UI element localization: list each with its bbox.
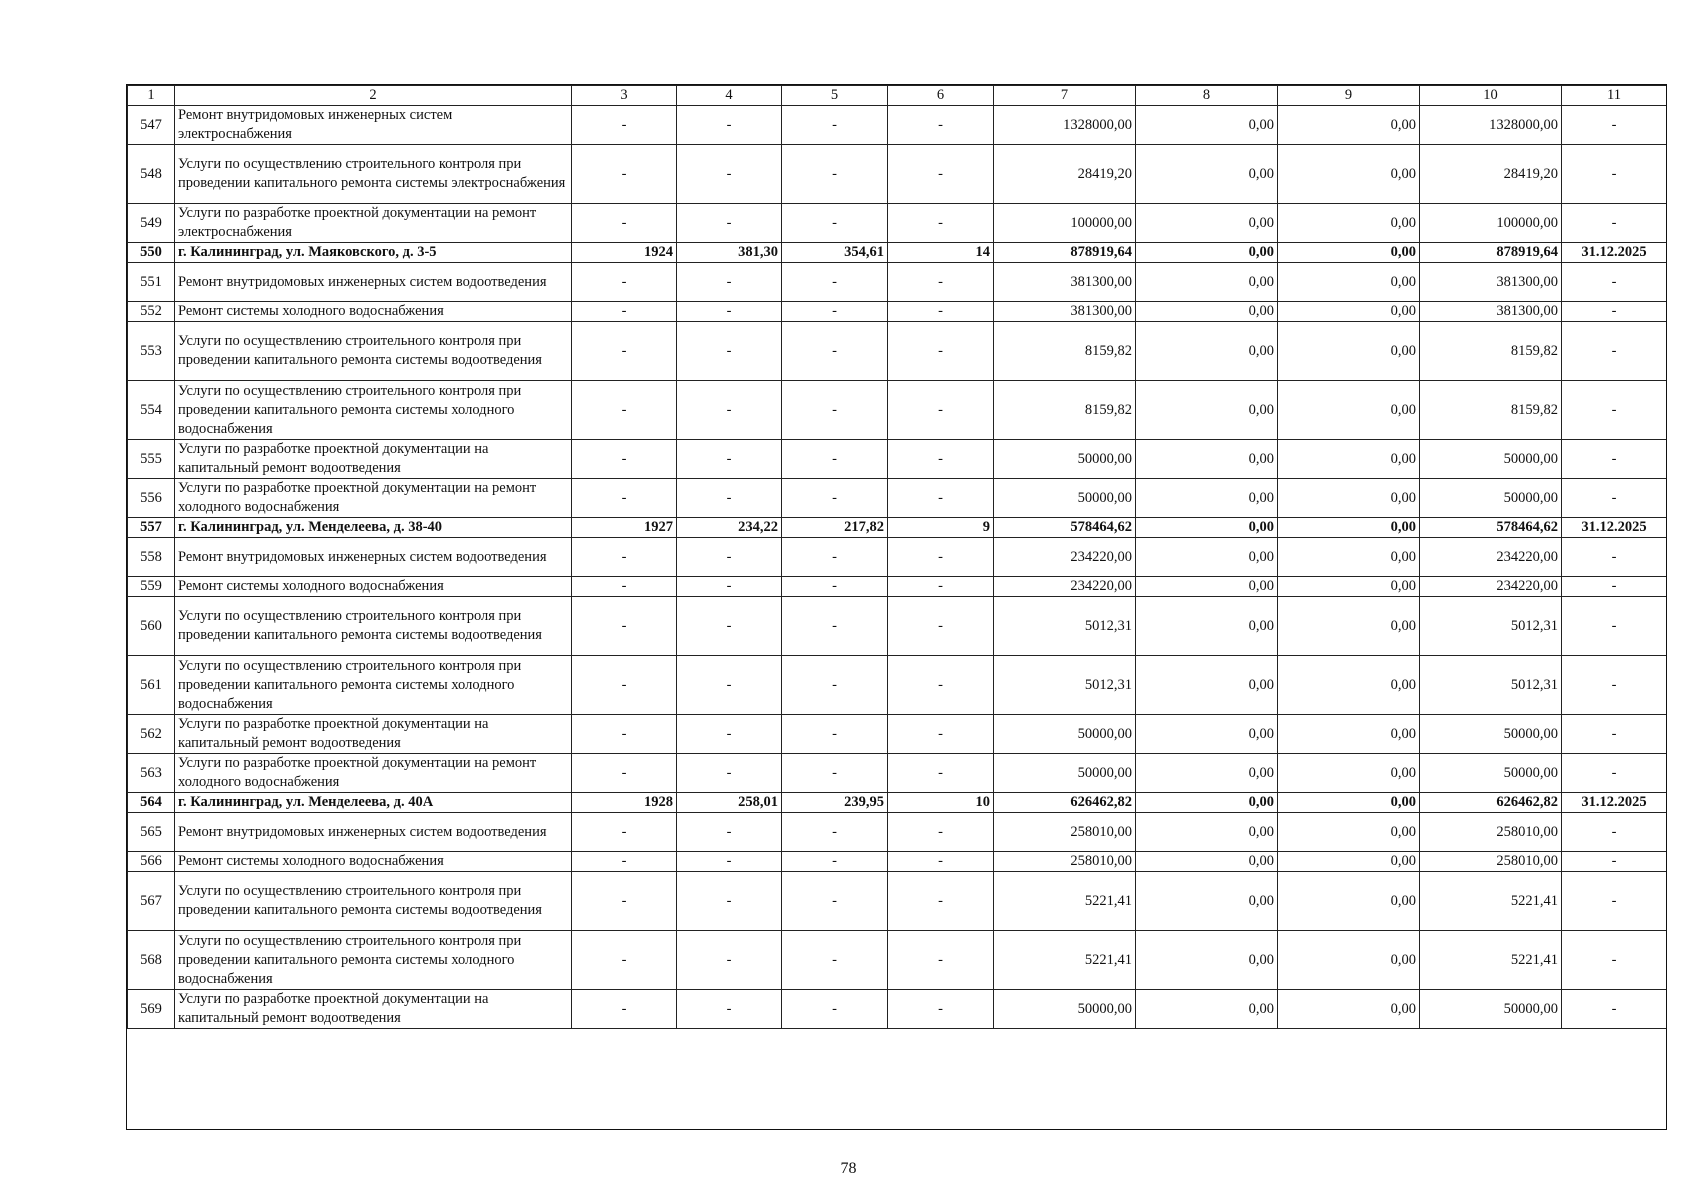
table-row <box>128 302 1667 322</box>
federal-funds-cell: 0,00 <box>1136 754 1278 793</box>
table-row <box>128 715 1667 754</box>
living-area-cell: - <box>782 754 888 793</box>
table-row <box>128 106 1667 145</box>
deadline-cell: - <box>1562 204 1667 243</box>
owner-funds-cell: 50000,00 <box>1420 990 1562 1029</box>
year-cell: 1924 <box>572 243 677 263</box>
year-cell: - <box>572 263 677 302</box>
federal-funds-cell: 0,00 <box>1136 538 1278 577</box>
year-cell: - <box>572 931 677 990</box>
owner-funds-cell: 8159,82 <box>1420 381 1562 440</box>
work-name-cell: Услуги по осуществлению строительного контроля при проведении капитального ремонта системы холодного водоснабжения <box>175 931 572 990</box>
deadline-cell: - <box>1562 990 1667 1029</box>
deadline-cell: - <box>1562 538 1667 577</box>
living-area-cell: - <box>782 872 888 931</box>
regional-funds-cell: 0,00 <box>1278 381 1420 440</box>
owner-funds-cell: 50000,00 <box>1420 715 1562 754</box>
year-cell: - <box>572 479 677 518</box>
regional-funds-cell: 0,00 <box>1278 145 1420 204</box>
area-cell: - <box>677 656 782 715</box>
owner-funds-cell: 381300,00 <box>1420 263 1562 302</box>
work-name-cell: Ремонт внутридомовых инженерных систем водоотведения <box>175 263 572 302</box>
year-cell: - <box>572 322 677 381</box>
owner-funds-cell: 100000,00 <box>1420 204 1562 243</box>
area-cell: - <box>677 872 782 931</box>
deadline-cell: - <box>1562 381 1667 440</box>
row-number-cell: 561 <box>128 656 175 715</box>
residents-cell: - <box>888 479 994 518</box>
owner-funds-cell: 5221,41 <box>1420 931 1562 990</box>
area-cell: 258,01 <box>677 793 782 813</box>
work-name-cell: Услуги по осуществлению строительного контроля при проведении капитального ремонта системы водоотведения <box>175 597 572 656</box>
column-number-row <box>128 86 1667 106</box>
federal-funds-cell: 0,00 <box>1136 518 1278 538</box>
table-row <box>128 931 1667 990</box>
living-area-cell: - <box>782 145 888 204</box>
table-row <box>128 381 1667 440</box>
column-header: 11 <box>1562 86 1667 106</box>
regional-funds-cell: 0,00 <box>1278 204 1420 243</box>
area-cell: - <box>677 263 782 302</box>
residents-cell: - <box>888 204 994 243</box>
deadline-cell: - <box>1562 813 1667 852</box>
regional-funds-cell: 0,00 <box>1278 597 1420 656</box>
regional-funds-cell: 0,00 <box>1278 263 1420 302</box>
row-number-cell: 562 <box>128 715 175 754</box>
table-row <box>128 204 1667 243</box>
total-cost-cell: 258010,00 <box>994 852 1136 872</box>
owner-funds-cell: 50000,00 <box>1420 479 1562 518</box>
work-name-cell: г. Калининград, ул. Менделеева, д. 40А <box>175 793 572 813</box>
total-cost-cell: 5012,31 <box>994 656 1136 715</box>
total-cost-cell: 8159,82 <box>994 381 1136 440</box>
area-cell: - <box>677 931 782 990</box>
living-area-cell: - <box>782 990 888 1029</box>
total-cost-cell: 1328000,00 <box>994 106 1136 145</box>
row-number-cell: 550 <box>128 243 175 263</box>
regional-funds-cell: 0,00 <box>1278 656 1420 715</box>
year-cell: - <box>572 538 677 577</box>
total-cost-cell: 50000,00 <box>994 715 1136 754</box>
year-cell: - <box>572 872 677 931</box>
work-name-cell: Ремонт системы холодного водоснабжения <box>175 302 572 322</box>
work-name-cell: Ремонт внутридомовых инженерных систем водоотведения <box>175 538 572 577</box>
deadline-cell: - <box>1562 263 1667 302</box>
regional-funds-cell: 0,00 <box>1278 754 1420 793</box>
federal-funds-cell: 0,00 <box>1136 597 1278 656</box>
work-name-cell: г. Калининград, ул. Менделеева, д. 38-40 <box>175 518 572 538</box>
residents-cell: - <box>888 715 994 754</box>
year-cell: - <box>572 204 677 243</box>
table-row <box>128 479 1667 518</box>
year-cell: - <box>572 813 677 852</box>
residents-cell: - <box>888 597 994 656</box>
regional-funds-cell: 0,00 <box>1278 872 1420 931</box>
table-row <box>128 872 1667 931</box>
owner-funds-cell: 234220,00 <box>1420 577 1562 597</box>
row-number-cell: 551 <box>128 263 175 302</box>
work-name-cell: Услуги по осуществлению строительного контроля при проведении капитального ремонта системы водоотведения <box>175 322 572 381</box>
area-cell: - <box>677 813 782 852</box>
work-name-cell: Услуги по разработке проектной документации на ремонт холодного водоснабжения <box>175 479 572 518</box>
total-cost-cell: 50000,00 <box>994 990 1136 1029</box>
federal-funds-cell: 0,00 <box>1136 263 1278 302</box>
residents-cell: - <box>888 813 994 852</box>
federal-funds-cell: 0,00 <box>1136 813 1278 852</box>
deadline-cell: - <box>1562 852 1667 872</box>
area-cell: - <box>677 106 782 145</box>
year-cell: - <box>572 754 677 793</box>
table-row <box>128 754 1667 793</box>
federal-funds-cell: 0,00 <box>1136 577 1278 597</box>
area-cell: - <box>677 754 782 793</box>
row-number-cell: 559 <box>128 577 175 597</box>
row-number-cell: 553 <box>128 322 175 381</box>
address-row <box>128 243 1667 263</box>
year-cell: - <box>572 440 677 479</box>
deadline-cell: - <box>1562 479 1667 518</box>
deadline-cell: 31.12.2025 <box>1562 243 1667 263</box>
federal-funds-cell: 0,00 <box>1136 852 1278 872</box>
residents-cell: - <box>888 872 994 931</box>
row-number-cell: 557 <box>128 518 175 538</box>
total-cost-cell: 878919,64 <box>994 243 1136 263</box>
column-header: 7 <box>994 86 1136 106</box>
work-name-cell: Услуги по разработке проектной документации на ремонт холодного водоснабжения <box>175 754 572 793</box>
owner-funds-cell: 5221,41 <box>1420 872 1562 931</box>
owner-funds-cell: 258010,00 <box>1420 852 1562 872</box>
total-cost-cell: 5012,31 <box>994 597 1136 656</box>
deadline-cell: 31.12.2025 <box>1562 518 1667 538</box>
table-row <box>128 322 1667 381</box>
living-area-cell: - <box>782 538 888 577</box>
regional-funds-cell: 0,00 <box>1278 852 1420 872</box>
area-cell: - <box>677 852 782 872</box>
row-number-cell: 566 <box>128 852 175 872</box>
work-name-cell: Услуги по осуществлению строительного контроля при проведении капитального ремонта системы электроснабжения <box>175 145 572 204</box>
area-cell: - <box>677 204 782 243</box>
area-cell: - <box>677 597 782 656</box>
living-area-cell: - <box>782 322 888 381</box>
area-cell: - <box>677 479 782 518</box>
living-area-cell: - <box>782 381 888 440</box>
work-name-cell: Услуги по разработке проектной документации на ремонт электроснабжения <box>175 204 572 243</box>
work-name-cell: Услуги по осуществлению строительного контроля при проведении капитального ремонта системы холодного водоснабжения <box>175 656 572 715</box>
deadline-cell: - <box>1562 656 1667 715</box>
living-area-cell: - <box>782 813 888 852</box>
living-area-cell: - <box>782 931 888 990</box>
year-cell: - <box>572 597 677 656</box>
total-cost-cell: 50000,00 <box>994 754 1136 793</box>
federal-funds-cell: 0,00 <box>1136 145 1278 204</box>
regional-funds-cell: 0,00 <box>1278 813 1420 852</box>
year-cell: - <box>572 106 677 145</box>
total-cost-cell: 5221,41 <box>994 931 1136 990</box>
residents-cell: - <box>888 145 994 204</box>
column-header: 3 <box>572 86 677 106</box>
work-name-cell: Услуги по разработке проектной документации на капитальный ремонт водоотведения <box>175 440 572 479</box>
federal-funds-cell: 0,00 <box>1136 243 1278 263</box>
residents-cell: - <box>888 381 994 440</box>
year-cell: - <box>572 852 677 872</box>
regional-funds-cell: 0,00 <box>1278 931 1420 990</box>
deadline-cell: - <box>1562 106 1667 145</box>
row-number-cell: 555 <box>128 440 175 479</box>
year-cell: - <box>572 715 677 754</box>
year-cell: - <box>572 302 677 322</box>
total-cost-cell: 234220,00 <box>994 538 1136 577</box>
deadline-cell: - <box>1562 440 1667 479</box>
living-area-cell: 217,82 <box>782 518 888 538</box>
federal-funds-cell: 0,00 <box>1136 322 1278 381</box>
federal-funds-cell: 0,00 <box>1136 872 1278 931</box>
column-header: 10 <box>1420 86 1562 106</box>
column-header: 4 <box>677 86 782 106</box>
owner-funds-cell: 50000,00 <box>1420 440 1562 479</box>
table-row <box>128 597 1667 656</box>
federal-funds-cell: 0,00 <box>1136 440 1278 479</box>
living-area-cell: - <box>782 852 888 872</box>
regional-funds-cell: 0,00 <box>1278 106 1420 145</box>
deadline-cell: - <box>1562 577 1667 597</box>
federal-funds-cell: 0,00 <box>1136 302 1278 322</box>
row-number-cell: 567 <box>128 872 175 931</box>
owner-funds-cell: 381300,00 <box>1420 302 1562 322</box>
work-name-cell: Ремонт внутридомовых инженерных систем электроснабжения <box>175 106 572 145</box>
residents-cell: - <box>888 302 994 322</box>
year-cell: - <box>572 381 677 440</box>
residents-cell: - <box>888 852 994 872</box>
regional-funds-cell: 0,00 <box>1278 243 1420 263</box>
federal-funds-cell: 0,00 <box>1136 479 1278 518</box>
residents-cell: - <box>888 990 994 1029</box>
row-number-cell: 556 <box>128 479 175 518</box>
budget-table-container <box>127 85 1666 1029</box>
owner-funds-cell: 5012,31 <box>1420 656 1562 715</box>
work-name-cell: Услуги по осуществлению строительного контроля при проведении капитального ремонта системы водоотведения <box>175 872 572 931</box>
row-number-cell: 548 <box>128 145 175 204</box>
living-area-cell: - <box>782 577 888 597</box>
row-number-cell: 568 <box>128 931 175 990</box>
federal-funds-cell: 0,00 <box>1136 204 1278 243</box>
total-cost-cell: 258010,00 <box>994 813 1136 852</box>
budget-table <box>127 85 1667 1029</box>
owner-funds-cell: 1328000,00 <box>1420 106 1562 145</box>
area-cell: - <box>677 145 782 204</box>
page-number: 78 <box>840 1160 857 1177</box>
row-number-cell: 564 <box>128 793 175 813</box>
residents-cell: 14 <box>888 243 994 263</box>
table-row <box>128 440 1667 479</box>
column-header: 8 <box>1136 86 1278 106</box>
column-header: 1 <box>128 86 175 106</box>
row-number-cell: 558 <box>128 538 175 577</box>
owner-funds-cell: 258010,00 <box>1420 813 1562 852</box>
owner-funds-cell: 626462,82 <box>1420 793 1562 813</box>
table-body <box>128 106 1667 1029</box>
total-cost-cell: 234220,00 <box>994 577 1136 597</box>
federal-funds-cell: 0,00 <box>1136 381 1278 440</box>
area-cell: 234,22 <box>677 518 782 538</box>
residents-cell: - <box>888 754 994 793</box>
row-number-cell: 560 <box>128 597 175 656</box>
table-row <box>128 990 1667 1029</box>
deadline-cell: - <box>1562 754 1667 793</box>
row-number-cell: 547 <box>128 106 175 145</box>
living-area-cell: - <box>782 656 888 715</box>
table-row <box>128 145 1667 204</box>
residents-cell: - <box>888 656 994 715</box>
owner-funds-cell: 878919,64 <box>1420 243 1562 263</box>
area-cell: - <box>677 440 782 479</box>
table-row <box>128 577 1667 597</box>
area-cell: - <box>677 990 782 1029</box>
work-name-cell: Ремонт внутридомовых инженерных систем водоотведения <box>175 813 572 852</box>
living-area-cell: - <box>782 106 888 145</box>
total-cost-cell: 626462,82 <box>994 793 1136 813</box>
residents-cell: - <box>888 440 994 479</box>
owner-funds-cell: 50000,00 <box>1420 754 1562 793</box>
residents-cell: 10 <box>888 793 994 813</box>
area-cell: - <box>677 381 782 440</box>
table-row <box>128 263 1667 302</box>
residents-cell: - <box>888 538 994 577</box>
work-name-cell: Ремонт системы холодного водоснабжения <box>175 577 572 597</box>
year-cell: - <box>572 990 677 1029</box>
column-header: 2 <box>175 86 572 106</box>
area-cell: 381,30 <box>677 243 782 263</box>
owner-funds-cell: 28419,20 <box>1420 145 1562 204</box>
living-area-cell: 239,95 <box>782 793 888 813</box>
residents-cell: - <box>888 263 994 302</box>
total-cost-cell: 50000,00 <box>994 440 1136 479</box>
total-cost-cell: 5221,41 <box>994 872 1136 931</box>
regional-funds-cell: 0,00 <box>1278 518 1420 538</box>
owner-funds-cell: 8159,82 <box>1420 322 1562 381</box>
total-cost-cell: 381300,00 <box>994 302 1136 322</box>
regional-funds-cell: 0,00 <box>1278 793 1420 813</box>
federal-funds-cell: 0,00 <box>1136 106 1278 145</box>
deadline-cell: - <box>1562 597 1667 656</box>
living-area-cell: 354,61 <box>782 243 888 263</box>
residents-cell: - <box>888 931 994 990</box>
living-area-cell: - <box>782 479 888 518</box>
row-number-cell: 549 <box>128 204 175 243</box>
owner-funds-cell: 578464,62 <box>1420 518 1562 538</box>
work-name-cell: Услуги по разработке проектной документации на капитальный ремонт водоотведения <box>175 715 572 754</box>
owner-funds-cell: 234220,00 <box>1420 538 1562 577</box>
regional-funds-cell: 0,00 <box>1278 715 1420 754</box>
deadline-cell: - <box>1562 715 1667 754</box>
regional-funds-cell: 0,00 <box>1278 479 1420 518</box>
address-row <box>128 793 1667 813</box>
living-area-cell: - <box>782 715 888 754</box>
year-cell: - <box>572 656 677 715</box>
regional-funds-cell: 0,00 <box>1278 302 1420 322</box>
year-cell: 1928 <box>572 793 677 813</box>
row-number-cell: 563 <box>128 754 175 793</box>
work-name-cell: Услуги по разработке проектной документации на капитальный ремонт водоотведения <box>175 990 572 1029</box>
area-cell: - <box>677 538 782 577</box>
total-cost-cell: 8159,82 <box>994 322 1136 381</box>
deadline-cell: 31.12.2025 <box>1562 793 1667 813</box>
owner-funds-cell: 5012,31 <box>1420 597 1562 656</box>
row-number-cell: 552 <box>128 302 175 322</box>
residents-cell: 9 <box>888 518 994 538</box>
living-area-cell: - <box>782 204 888 243</box>
area-cell: - <box>677 322 782 381</box>
residents-cell: - <box>888 106 994 145</box>
residents-cell: - <box>888 577 994 597</box>
year-cell: 1927 <box>572 518 677 538</box>
living-area-cell: - <box>782 302 888 322</box>
total-cost-cell: 28419,20 <box>994 145 1136 204</box>
table-row <box>128 813 1667 852</box>
row-number-cell: 569 <box>128 990 175 1029</box>
living-area-cell: - <box>782 440 888 479</box>
year-cell: - <box>572 577 677 597</box>
deadline-cell: - <box>1562 302 1667 322</box>
year-cell: - <box>572 145 677 204</box>
work-name-cell: Услуги по осуществлению строительного контроля при проведении капитального ремонта системы холодного водоснабжения <box>175 381 572 440</box>
federal-funds-cell: 0,00 <box>1136 656 1278 715</box>
residents-cell: - <box>888 322 994 381</box>
area-cell: - <box>677 715 782 754</box>
federal-funds-cell: 0,00 <box>1136 990 1278 1029</box>
regional-funds-cell: 0,00 <box>1278 990 1420 1029</box>
total-cost-cell: 50000,00 <box>994 479 1136 518</box>
work-name-cell: Ремонт системы холодного водоснабжения <box>175 852 572 872</box>
deadline-cell: - <box>1562 931 1667 990</box>
row-number-cell: 554 <box>128 381 175 440</box>
area-cell: - <box>677 577 782 597</box>
living-area-cell: - <box>782 597 888 656</box>
deadline-cell: - <box>1562 145 1667 204</box>
deadline-cell: - <box>1562 322 1667 381</box>
column-header: 5 <box>782 86 888 106</box>
column-header: 6 <box>888 86 994 106</box>
regional-funds-cell: 0,00 <box>1278 322 1420 381</box>
total-cost-cell: 578464,62 <box>994 518 1136 538</box>
table-row <box>128 656 1667 715</box>
regional-funds-cell: 0,00 <box>1278 538 1420 577</box>
row-number-cell: 565 <box>128 813 175 852</box>
federal-funds-cell: 0,00 <box>1136 931 1278 990</box>
table-row <box>128 852 1667 872</box>
deadline-cell: - <box>1562 872 1667 931</box>
regional-funds-cell: 0,00 <box>1278 577 1420 597</box>
federal-funds-cell: 0,00 <box>1136 715 1278 754</box>
federal-funds-cell: 0,00 <box>1136 793 1278 813</box>
column-header: 9 <box>1278 86 1420 106</box>
total-cost-cell: 100000,00 <box>994 204 1136 243</box>
address-row <box>128 518 1667 538</box>
area-cell: - <box>677 302 782 322</box>
regional-funds-cell: 0,00 <box>1278 440 1420 479</box>
total-cost-cell: 381300,00 <box>994 263 1136 302</box>
work-name-cell: г. Калининград, ул. Маяковского, д. 3-5 <box>175 243 572 263</box>
living-area-cell: - <box>782 263 888 302</box>
table-row <box>128 538 1667 577</box>
